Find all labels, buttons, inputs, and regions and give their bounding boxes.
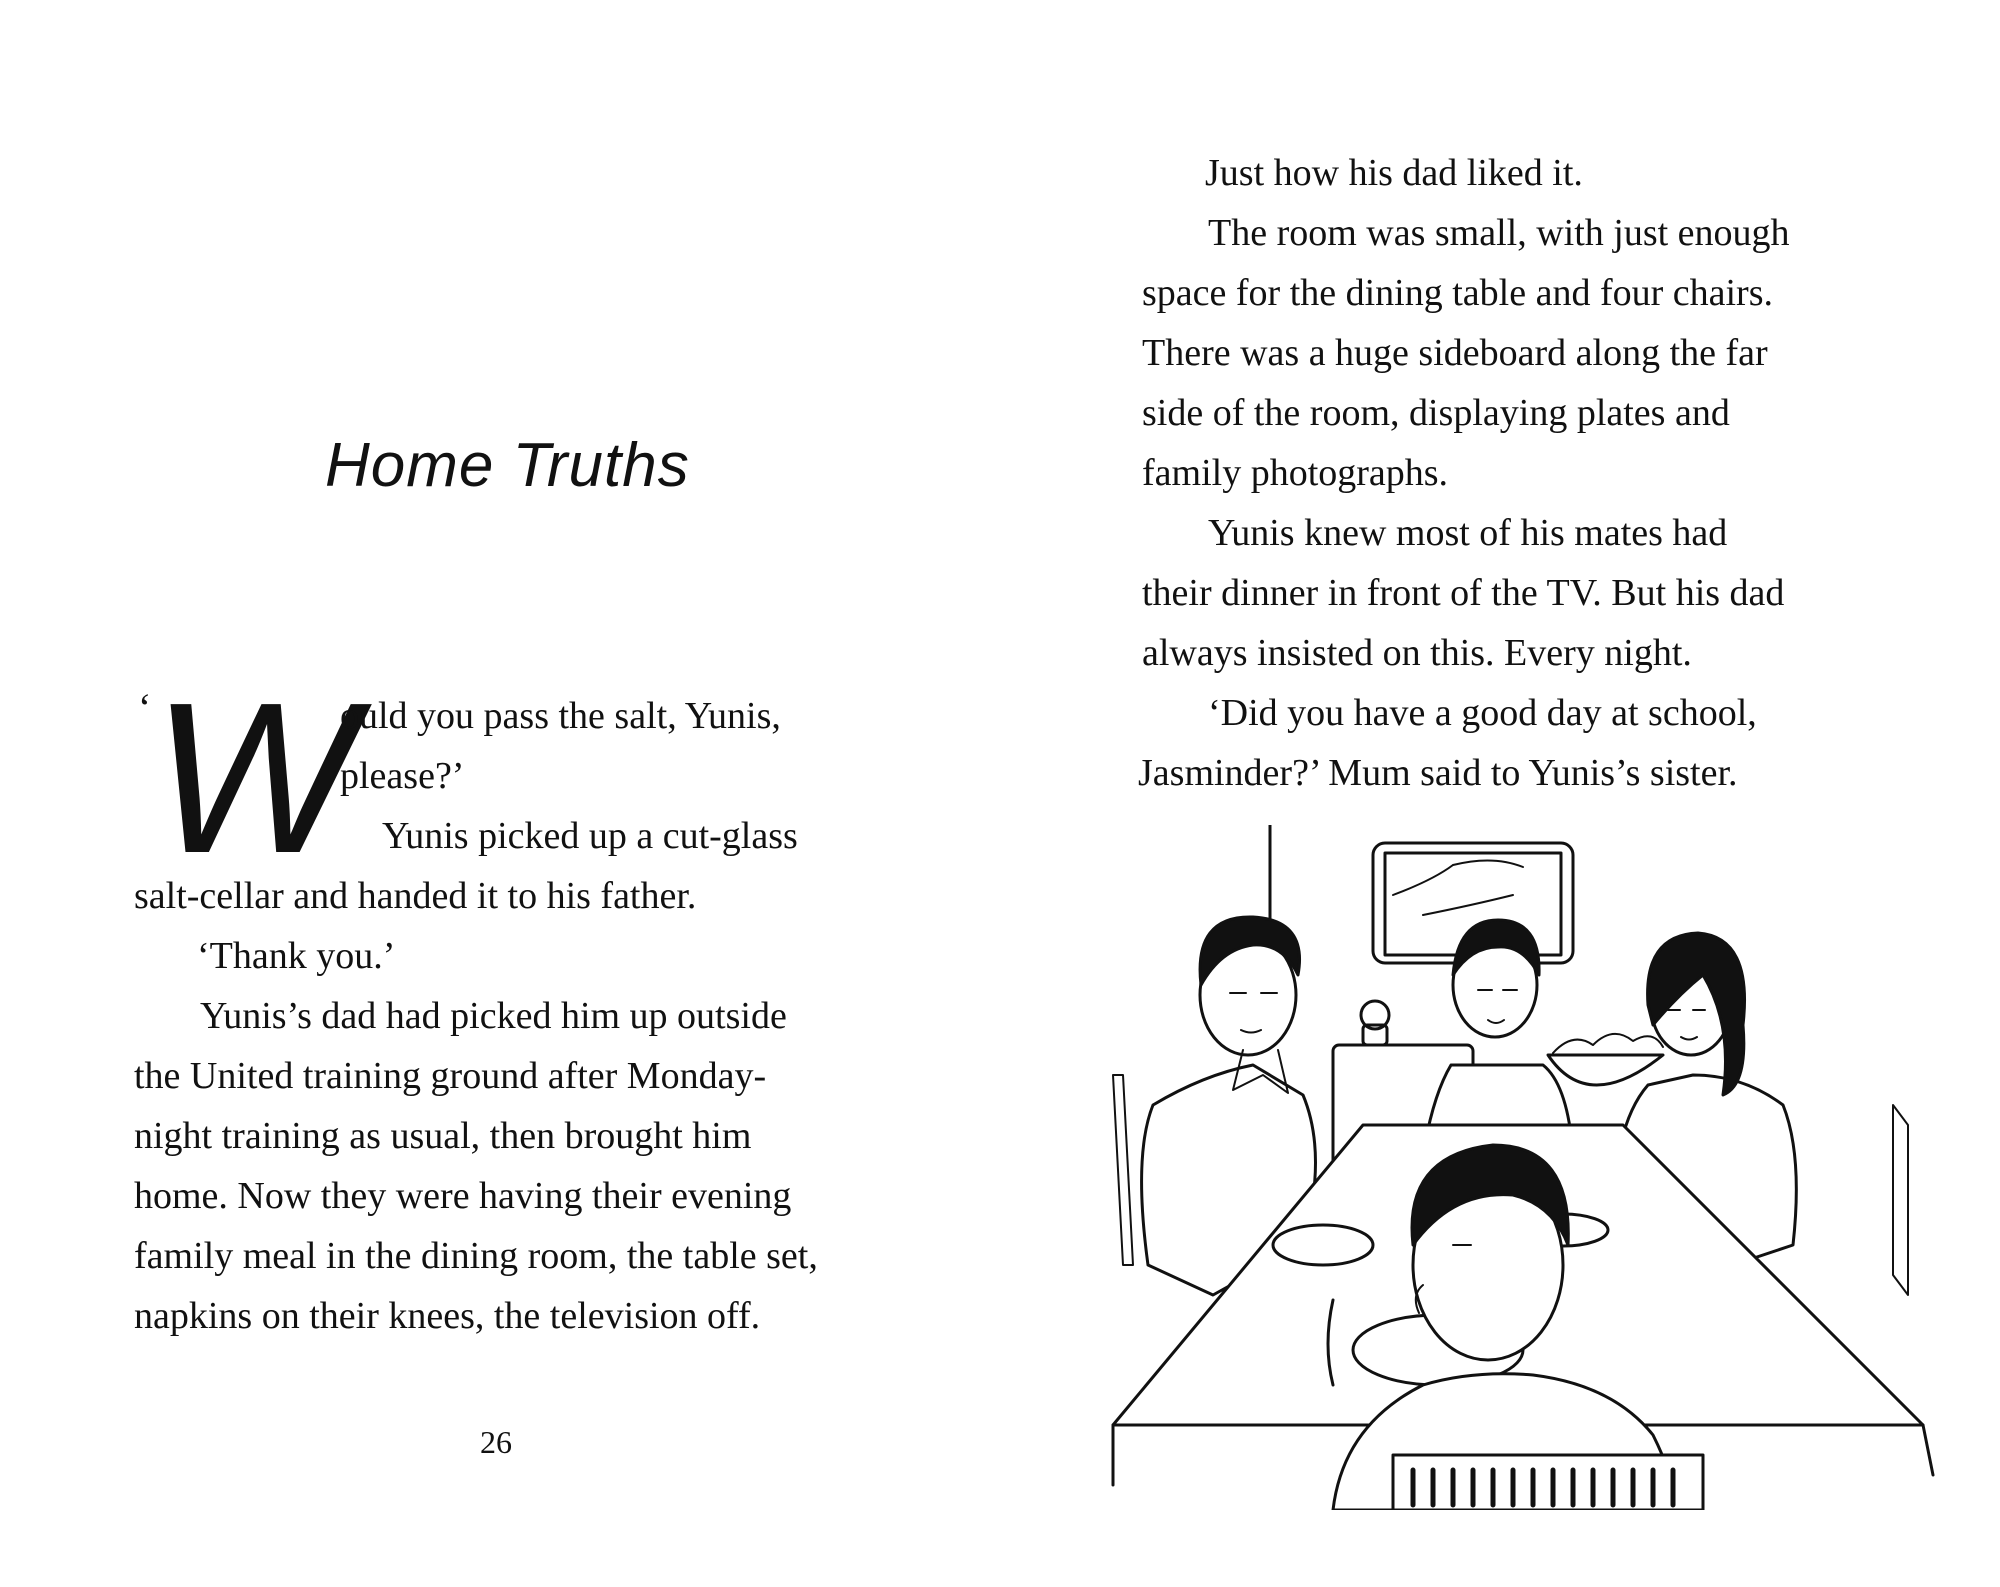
text-line: please?’	[340, 755, 465, 797]
text-line: Just how his dad liked it.	[1205, 152, 1583, 194]
dining-family-illustration	[1093, 825, 1950, 1510]
page-number: 26	[480, 1424, 512, 1460]
opening-quote-mark: ‘	[138, 685, 152, 730]
text-line: the United training ground after Monday-	[134, 1055, 767, 1097]
text-line: ould you pass the salt, Yunis,	[340, 695, 781, 737]
chapter-title: Home Truths	[325, 431, 690, 500]
text-line: night training as usual, then brought him	[134, 1115, 752, 1157]
text-line: Jasminder?’ Mum said to Yunis’s sister.	[1138, 752, 1738, 794]
text-line: family photographs.	[1142, 452, 1449, 494]
text-line: space for the dining table and four chairs.	[1142, 272, 1773, 314]
text-line: home. Now they were having their evening	[134, 1175, 792, 1217]
text-line: ‘Did you have a good day at school,	[1208, 692, 1757, 734]
salad-bowl	[1548, 1034, 1663, 1085]
text-line: Yunis knew most of his mates had	[1208, 512, 1728, 554]
drop-cap-letter: W	[152, 657, 355, 898]
text-line: salt-cellar and handed it to his father.	[134, 875, 697, 917]
text-line: Yunis picked up a cut-glass	[382, 815, 798, 857]
text-line: Yunis’s dad had picked him up outside	[200, 995, 787, 1037]
text-line: There was a huge sideboard along the far	[1142, 332, 1768, 374]
text-line: family meal in the dining room, the table set,	[134, 1235, 818, 1277]
text-line: their dinner in front of the TV. But his dad	[1142, 572, 1785, 614]
text-line: side of the room, displaying plates and	[1142, 392, 1730, 434]
text-line: The room was small, with just enough	[1208, 212, 1790, 254]
text-line: napkins on their knees, the television off.	[134, 1295, 761, 1337]
text-line: always insisted on this. Every night.	[1142, 632, 1692, 674]
text-line: ‘Thank you.’	[197, 935, 396, 977]
